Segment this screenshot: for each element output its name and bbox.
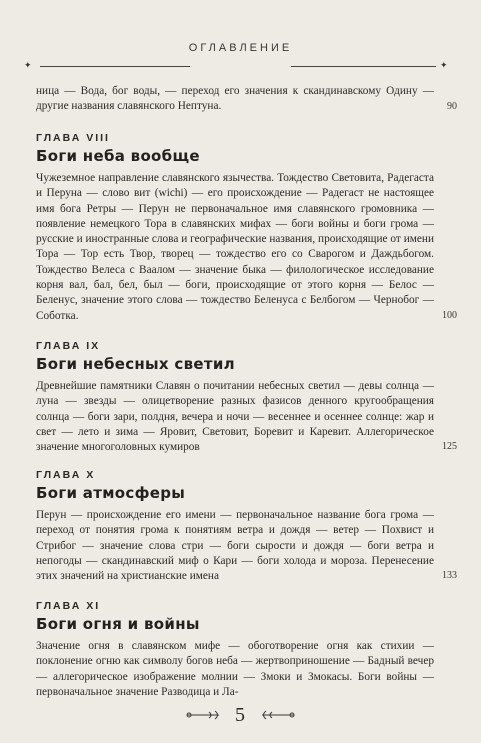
chapter-label: ГЛАВА XI — [36, 600, 101, 612]
chapter-title: Боги огня и войны — [36, 615, 200, 633]
chapter-label: ГЛАВА VIII — [36, 132, 110, 144]
chapter-summary: Значение огня в славянском мифе — обоготворение огня как стихии — поклонение огню как символу богов неба — жертвоприношение — Бадный вечер — аллегорическое изображение молнии — Змоки и Змокасы. Боги войны — первоначальное значение Разводица и Ла- — [36, 640, 434, 698]
ornament-dot-left: ✦ — [24, 61, 32, 71]
page-header-title: ОГЛАВЛЕНИЕ — [188, 42, 293, 54]
ornament-dot-right: ✦ — [440, 61, 448, 71]
chapter-label: ГЛАВА IX — [36, 340, 101, 352]
chapter-summary: Чужеземное направление славянского язычества. Тождество Световита, Радегаста и Перуна — слово вит (wichi) — его происхождение — Радегаст не настоящее имя бога Ретры — Перун не первоначальное имя славянского громовника — появление немецкого Тора в славянских мифах — боги войны и боги грома — русские и иностранные слова и географические названия, происходящие от имени Тора — Тор есть Твор, творец — тождество его со Сварогом и Даждьбогом. Тождество Велеса с Ваалом — значение быка — филологическое исследование корня вал, бал, бел, был — боги, происходящие от этого корня — Белос — Беленус, значение этого слова — тождество Беленуса с Белбогом — Чернобог — Соботка. — [36, 172, 434, 322]
intro-text: ница — Вода, бог воды, — переход его значения к скандинавскому Одину — другие названия славянского Нептуна. — [36, 85, 434, 113]
chapter-page-number: 133 — [442, 570, 457, 581]
chapter-summary: Древнейшие памятники Славян о почитании небесных светил — девы солнца — луна — звезды — олицетворение разных фазисов денного кругообращения солнца — боги зари, полдня, вечера и ночи — весеннее и осеннее солнце: жар и свет — лето и зима — Яровит, Световит, Боревит и Каревит. Аллегорическое значение многоголовных кумиров — [36, 380, 434, 454]
footer-ornament-right-icon — [256, 709, 296, 721]
header-rule-right — [291, 66, 436, 67]
footer-ornament-left-icon — [185, 709, 225, 721]
chapter-summary: Перун — происхождение его имени — первоначальное название бога грома — переход от понятия грома к понятиям ветра и дождя — ветер — Похвист и Стрибог — значение слова стри — боги сырости и дождя — боги ветра и непогоды — скандинавский миф о Кари — боги холода и мороза. Перенесение этих значений на христианские имена — [36, 509, 434, 583]
page-number: 5 — [235, 704, 245, 726]
chapter-page-number: 125 — [442, 441, 457, 452]
intro-page-number: 90 — [447, 101, 457, 112]
chapter-page-number: 100 — [442, 310, 457, 321]
header-rule-left — [40, 66, 190, 67]
chapter-title: Боги неба вообще — [36, 147, 200, 165]
chapter-label: ГЛАВА X — [36, 469, 96, 481]
chapter-title: Боги небесных светил — [36, 355, 235, 373]
chapter-title: Боги атмосферы — [36, 484, 186, 502]
page-footer — [0, 704, 481, 728]
